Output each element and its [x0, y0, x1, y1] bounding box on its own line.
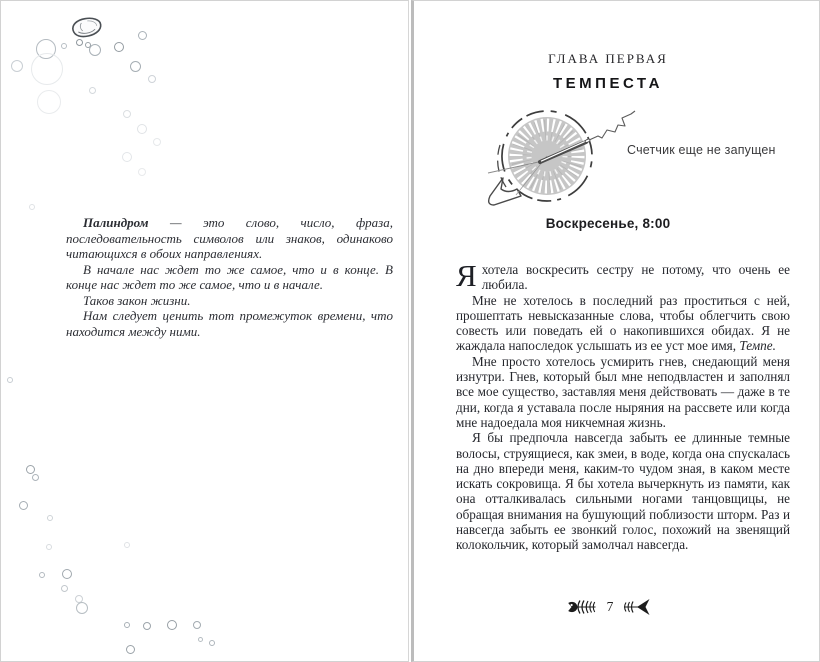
- bubble-icon: [209, 640, 215, 646]
- paragraph: Яхотела воскресить сестру не потому, что очень ее любила.: [456, 258, 790, 293]
- left-page: [0, 0, 409, 662]
- bubble-icon: [31, 53, 63, 85]
- bubble-icon: [114, 42, 124, 52]
- bubble-icon: [124, 542, 130, 548]
- bubble-icon: [89, 87, 96, 94]
- section-heading: Воскресенье, 8:00: [545, 216, 671, 231]
- epigraph-paragraph: В начале нас ждет то же самое, что и в конце. В конце нас ждет то же самое, что и в начале.: [66, 261, 393, 292]
- bubble-icon: [11, 60, 23, 72]
- chapter-title: ТЕМПЕСТА: [553, 75, 663, 92]
- stopwatch-caption: Счетчик еще не запущен: [627, 142, 776, 157]
- bubble-icon: [153, 138, 161, 146]
- bubble-icon: [130, 61, 141, 72]
- fish-skeleton-head-icon: [566, 598, 596, 616]
- bubble-icon: [29, 204, 35, 210]
- bubble-icon: [62, 569, 72, 579]
- bubble-icon: [124, 622, 130, 628]
- paragraph: Я бы предпочла навсегда забыть ее длинные темные волосы, струящиеся, как змеи, в воде, когда она спускалась на дно впереди меня, каким-то чудом зная, в каком месте искать сокровища. Я бы хотела вычеркнуть из памяти, как она отталкивалась сильными ногами танцовщицы, не обращая внимания на бушующий поблизости шторм. Раз и навсегда забыть ее звонкий голос, похожий на звенящий колокольчик, который замолчал навсегда.: [456, 430, 790, 553]
- bubble-icon: [26, 465, 35, 474]
- bubble-icon: [198, 637, 203, 642]
- bubble-icon: [137, 124, 147, 134]
- chapter-body: [456, 258, 790, 553]
- large-bubble-icon: [69, 13, 106, 43]
- bubble-icon: [7, 377, 13, 383]
- bubble-icon: [143, 622, 151, 630]
- epigraph-paragraph: Нам следует ценить тот промежуток времени, что находится между ними.: [66, 308, 393, 339]
- epigraph-paragraph: Таков закон жизни.: [83, 292, 191, 308]
- bubble-icon: [167, 620, 177, 630]
- bubble-icon: [138, 168, 146, 176]
- epigraph: [66, 215, 393, 339]
- bubble-icon: [193, 621, 201, 629]
- chapter-label: ГЛАВА ПЕРВАЯ: [548, 51, 668, 66]
- bubble-icon: [126, 645, 135, 654]
- bubble-icon: [37, 90, 61, 114]
- bubble-icon: [19, 501, 28, 510]
- bubble-icon: [32, 474, 39, 481]
- bubble-icon: [47, 515, 53, 521]
- right-page: [411, 0, 820, 662]
- paragraph: Мне не хотелось в последний раз проститься с ней, прошептать невысказанные слова, чтобы облегчить свою совесть или поведать ей о накопившихся обидах. Я не жаждала напоследок услышать из ее уст мое имя, Темпе.: [456, 292, 790, 354]
- page-number: 7: [606, 599, 614, 614]
- bubble-icon: [148, 75, 156, 83]
- bubble-icon: [61, 585, 68, 592]
- paragraph: Мне просто хотелось усмирить гнев, снедающий меня изнутри. Гнев, который был мне неподвластен и заполнял все мое существо, заставляя меня действовать — даже в те дни, когда я уставала после ныряния на рассвете или когда мне надоедала моя никчемная жизнь.: [456, 353, 790, 430]
- bubble-icon: [61, 43, 67, 49]
- bubble-icon: [46, 544, 52, 550]
- bubble-icon: [39, 572, 45, 578]
- bubble-icon: [76, 602, 88, 614]
- fish-skeleton-tail-icon: [624, 598, 650, 616]
- stopwatch-needle-icon: [486, 107, 636, 211]
- bubble-icon: [85, 42, 91, 48]
- bubble-icon: [138, 31, 147, 40]
- bubble-icon: [123, 110, 131, 118]
- drop-cap: Я: [456, 258, 477, 293]
- bubble-icon: [122, 152, 132, 162]
- epigraph-paragraph: Палиндром — это слово, число, фраза, последовательность символов или знаков, одинаково читающихся в обоих направлениях.: [66, 215, 393, 261]
- page-footer: [414, 598, 802, 616]
